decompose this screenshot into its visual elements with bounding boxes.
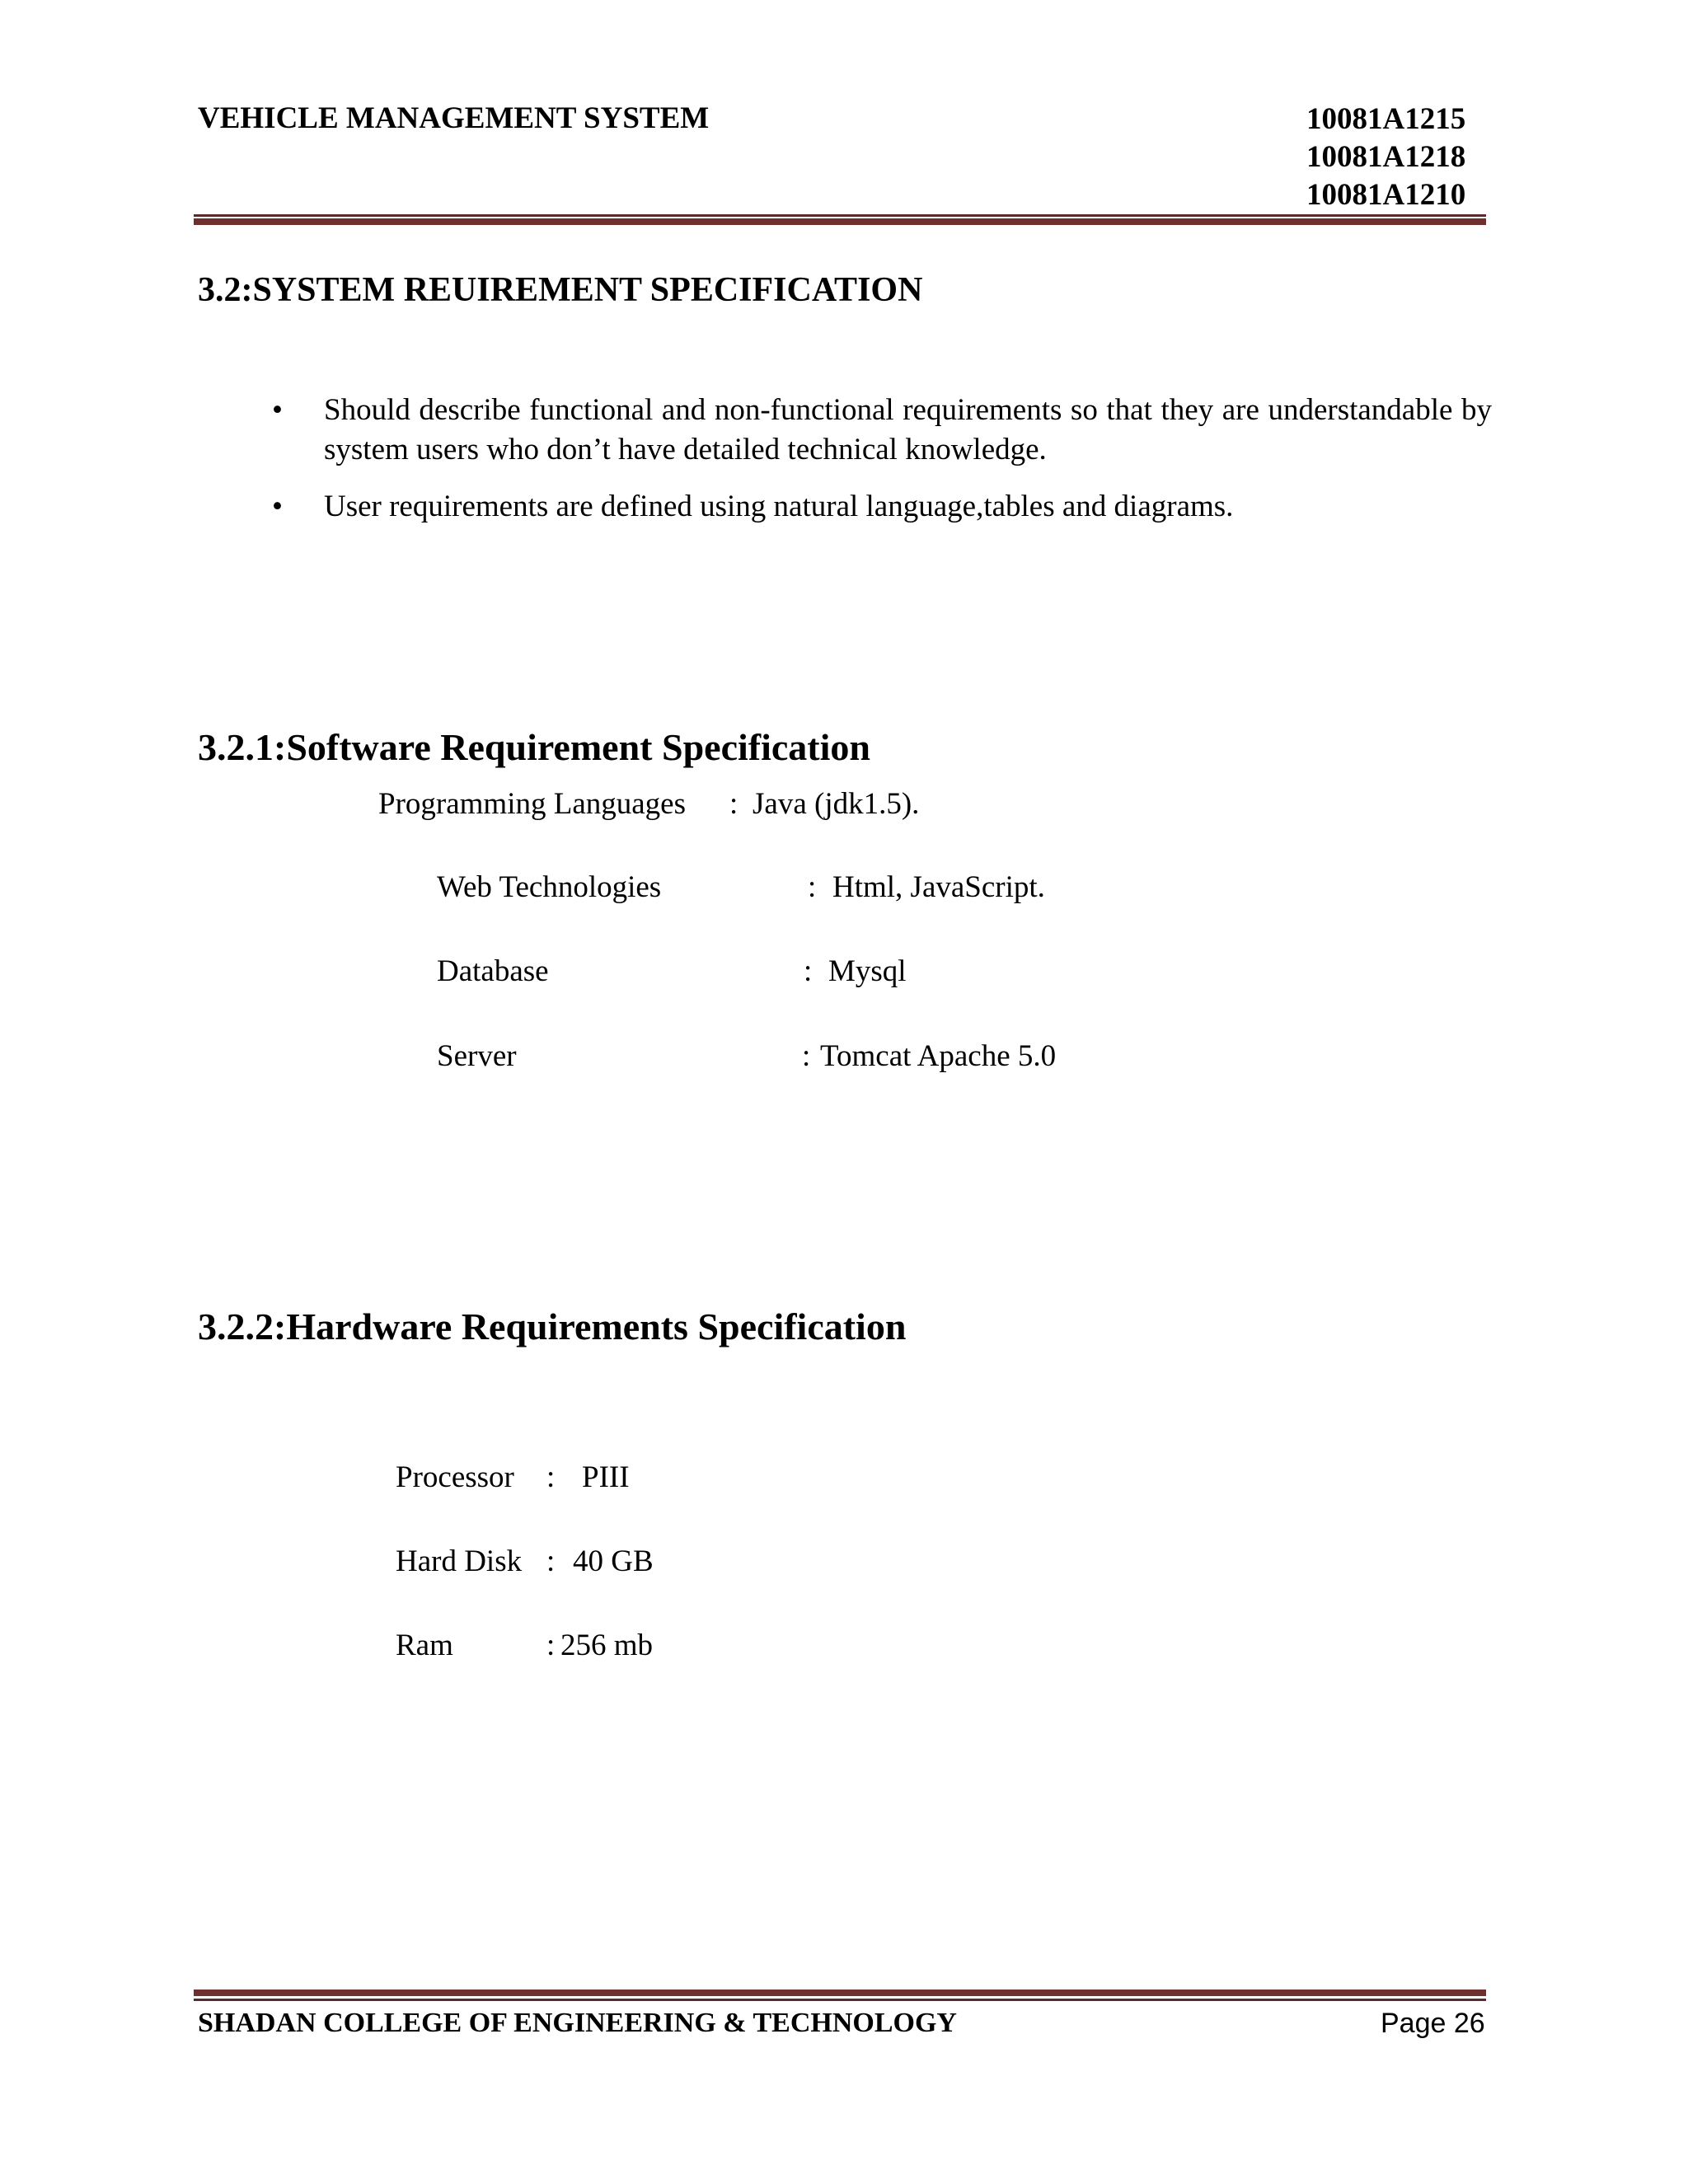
requirements-bullet-list [272,391,1492,544]
spec-label: Processor [396,1460,514,1494]
footer-rule-thin [194,1999,1486,2001]
bullet-dot: • [272,490,283,523]
software-heading: 3.2.1:Software Requirement Specification [198,726,870,768]
spec-label: Web Technologies [437,870,662,904]
spec-label: Database [437,954,549,988]
spec-label: Server [437,1039,517,1073]
list-item [272,487,1492,527]
header-roll-numbers [1306,101,1479,214]
spec-label: Hard Disk [396,1544,523,1578]
header-title: VEHICLE MANAGEMENT SYSTEM [198,101,710,135]
bullet-text: User requirements are defined using natural language,tables and diagrams. [324,490,1234,523]
spec-value: Html, JavaScript. [832,870,1045,904]
spec-value: Java (jdk1.5). [753,787,920,821]
spec-separator: : [804,954,813,988]
header-rule-thin [194,214,1486,217]
spec-value: 256 mb [560,1629,654,1662]
spec-label: Programming Languages [378,787,686,821]
spec-separator: : [546,1629,556,1662]
list-item [272,391,1492,470]
spec-separator: : [729,787,738,821]
footer-rule-thick [194,1990,1486,1996]
spec-value: Tomcat Apache 5.0 [820,1039,1057,1073]
spec-value: 40 GB [573,1544,654,1578]
hardware-heading: 3.2.2:Hardware Requirements Specification [198,1305,907,1347]
spec-separator: : [802,1039,811,1073]
bullet-text: Should describe functional and non-functional requirements so that they are understandable by system users who don’t have detailed technical knowledge. [324,393,1492,466]
spec-separator: : [546,1544,556,1578]
footer-college-name: SHADAN COLLEGE OF ENGINEERING & TECHNOLOGY [198,2008,957,2038]
roll-number: 10081A1218 [1306,140,1466,174]
section-heading: 3.2:SYSTEM REUIREMENT SPECIFICATION [198,271,923,309]
roll-number: 10081A1215 [1306,102,1466,136]
header-rule-thick [194,218,1486,225]
bullet-dot: • [272,393,283,427]
spec-label: Ram [396,1629,453,1662]
page-number: Page 26 [1381,2008,1485,2039]
spec-value: PIII [582,1460,630,1494]
spec-value: Mysql [828,954,907,988]
roll-number: 10081A1210 [1306,178,1466,212]
spec-separator: : [546,1460,556,1494]
spec-separator: : [808,870,817,904]
